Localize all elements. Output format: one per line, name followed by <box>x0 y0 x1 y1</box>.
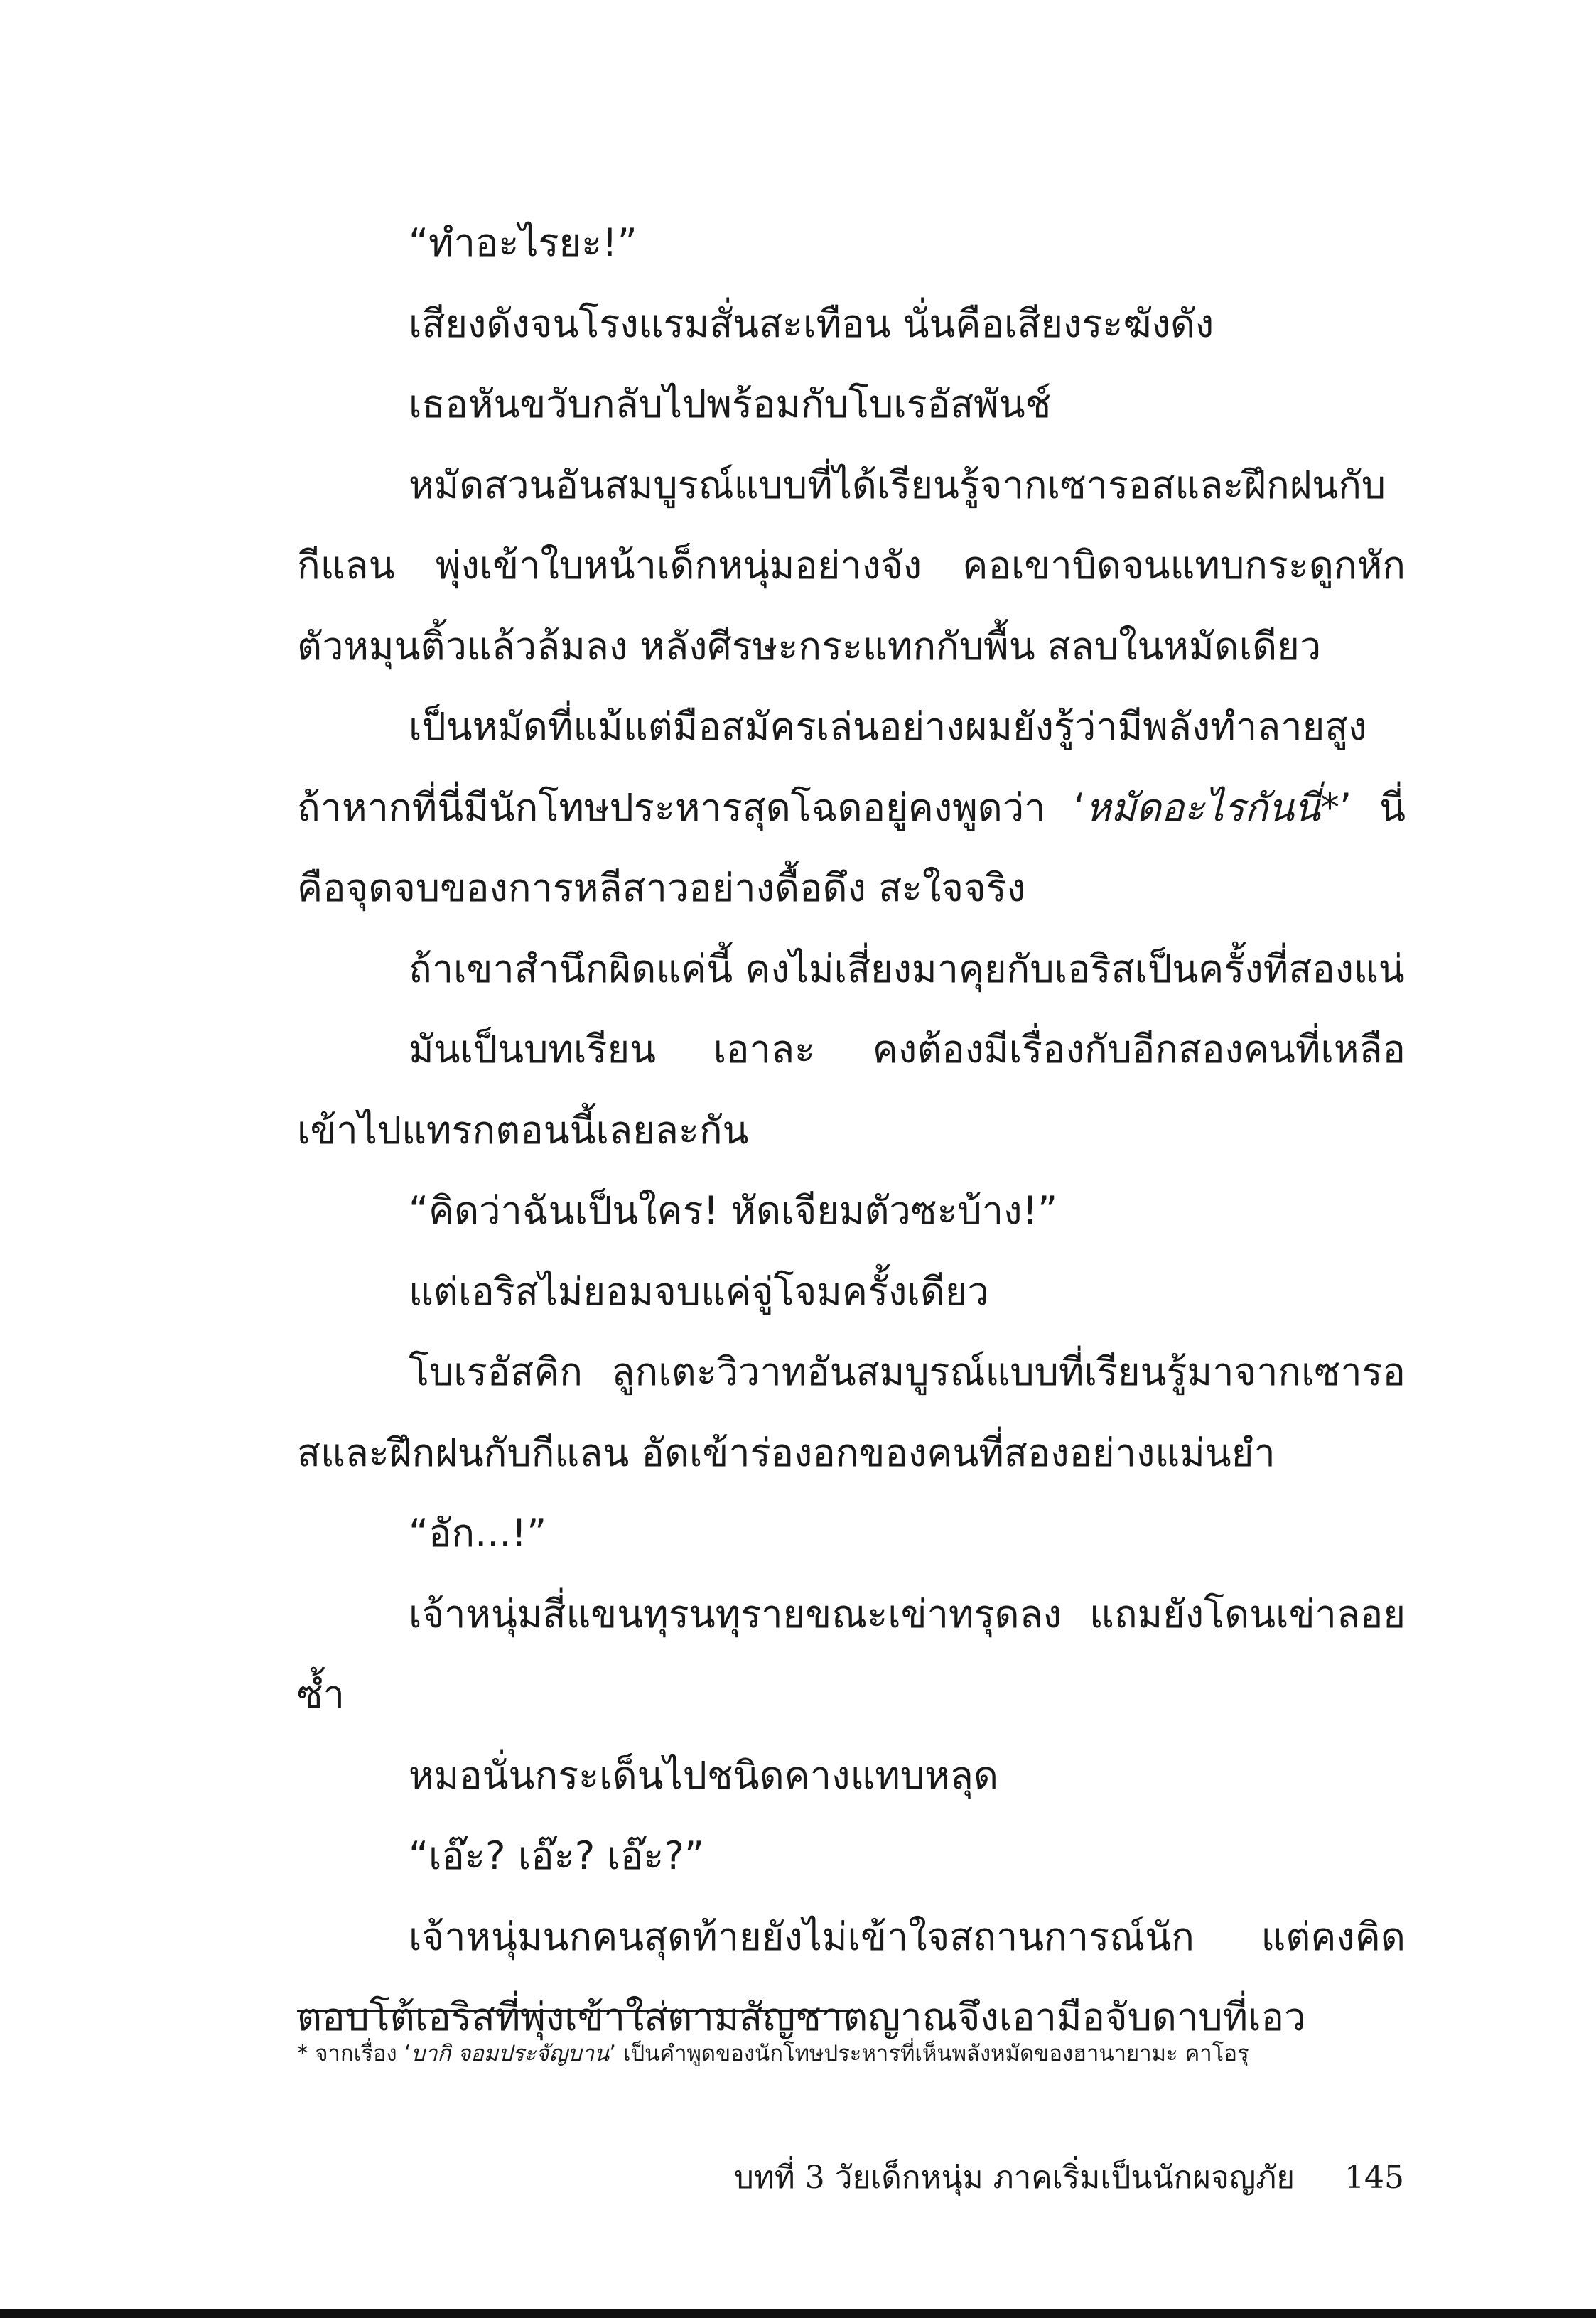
italic-quote: หมัดอะไรกันนี่ <box>1085 785 1320 830</box>
paragraph-text: เป็นหมัดที่แม้แต่มือสมัครเล่นอย่างผมยังรู้ว่ามีพลังทำลายสูง ถ้าหากที่นี่มีนักโทษประหารสุดโฉดอยู่คงพูดว่า ‘ <box>297 704 1367 830</box>
body-text <box>297 203 1406 2058</box>
paragraph: เธอหันขวับกลับไปพร้อมกับโบเรอัสพันช์ <box>409 382 1052 426</box>
paragraph: “คิดว่าฉันเป็นใคร! หัดเจียมตัวซะบ้าง!” <box>409 1188 1058 1233</box>
paragraph: เสียงดังจนโรงแรมสั่นสะเทือน นั่นคือเสียงระฆังดัง <box>409 301 1214 346</box>
paragraph: หมอนั่นกระเด็นไปชนิดคางแทบหลุด <box>409 1752 998 1798</box>
paragraph: ถ้าเขาสำนึกผิดแค่นี้ คงไม่เสี่ยงมาคุยกับเอริสเป็นครั้งที่สองแน่ <box>409 946 1405 991</box>
footnote-marker: * <box>297 2041 308 2066</box>
paragraph: เจ้าหนุ่มสี่แขนทุรนทุรายขณะเข่าทรุดลง แถมยังโดนเข่าลอยซ้ำ <box>297 1591 1406 1717</box>
footnote-title: บากิ จอมประจัญบาน <box>411 2041 610 2066</box>
paragraph: “อัก...!” <box>409 1511 547 1556</box>
paragraph: โบเรอัสคิก ลูกเตะวิวาทอันสมบูรณ์แบบที่เรียนรู้มาจากเซารอสและฝึกฝนกับกีแลน อัดเข้าร่องอกของคนที่สองอย่างแม่นยำ <box>297 1349 1406 1475</box>
footnote-text: ’ เป็นคำพูดของนักโทษประหารที่เห็นพลังหมัดของฮานายามะ คาโอรุ <box>609 2041 1249 2066</box>
paragraph-text: *’ นี่คือจุดจบของการหลีสาวอย่างดื้อดึง สะใจจริง <box>297 785 1406 910</box>
paragraph: “เอ๊ะ? เอ๊ะ? เอ๊ะ?” <box>409 1833 704 1878</box>
paragraph: “ทำอะไรยะ!” <box>409 220 637 265</box>
paragraph: แต่เอริสไม่ยอมจบแค่จู่โจมครั้งเดียว <box>409 1268 989 1314</box>
paragraph: เจ้าหนุ่มนกคนสุดท้ายยังไม่เข้าใจสถานการณ์นัก แต่คงคิดตอบโต้เอริสที่พุ่งเข้าใส่ตามสัญชาตญาณจึงเอามือจับดาบที่เอว <box>297 1914 1406 2039</box>
page-number: 145 <box>1344 2160 1404 2196</box>
footnote <box>297 2032 1406 2075</box>
paragraph: มันเป็นบทเรียน เอาละ คงต้องมีเรื่องกับอีกสองคนที่เหลือ เข้าไปแทรกตอนนี้เลยละกัน <box>297 1027 1406 1153</box>
bottom-edge-bar <box>0 2309 1596 2318</box>
chapter-title: บทที่ 3 วัยเด็กหนุ่ม ภาคเริ่มเป็นนักผจญภัย <box>733 2160 1295 2196</box>
paragraph: หมัดสวนอันสมบูรณ์แบบที่ได้เรียนรู้จากเซารอสและฝึกฝนกับกีแลน พุ่งเข้าใบหน้าเด็กหนุ่มอย่างจัง คอเขาบิดจนแทบกระดูกหัก ตัวหมุนติ้วแล้วล้มลง หลังศีรษะกระแทกกับพื้น สลบในหมัดเดียว <box>297 462 1406 669</box>
paragraph <box>297 686 1406 929</box>
footnote-divider <box>297 2010 850 2012</box>
running-footer <box>734 2153 1404 2203</box>
footnote-text: จากเรื่อง ‘ <box>308 2041 411 2066</box>
